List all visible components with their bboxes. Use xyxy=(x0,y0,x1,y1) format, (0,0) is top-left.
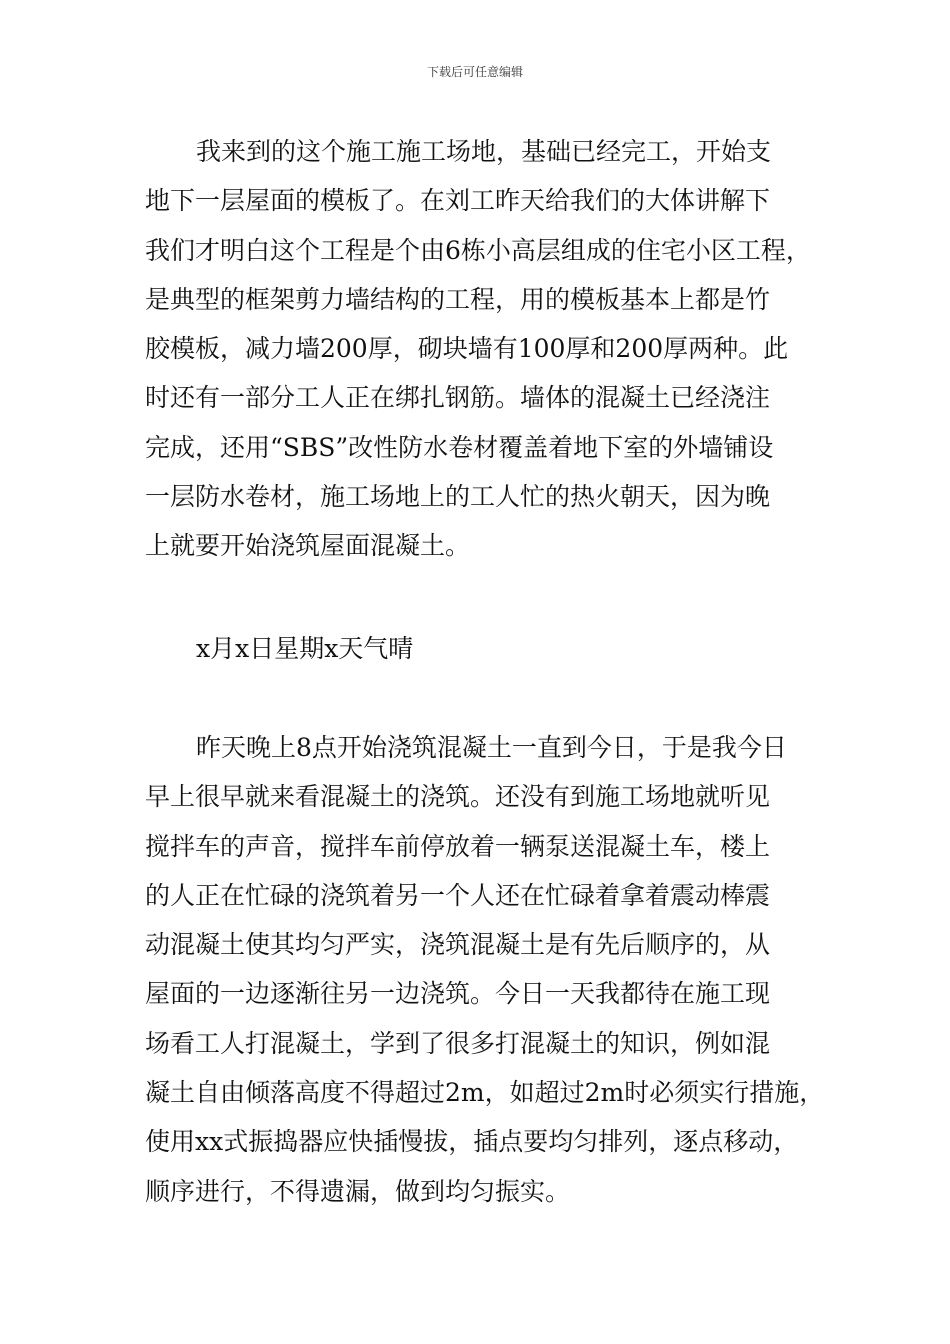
paragraph-line: 地下一层屋面的模板了。在刘工昨天给我们的大体讲解下 xyxy=(145,186,771,216)
paragraph-line: 动混凝土使其均匀严实，浇筑混凝土是有先后顺序的，从 xyxy=(145,930,771,960)
paragraph-line: 上就要开始浇筑屋面混凝土。 xyxy=(145,531,471,561)
paragraph-line: 搅拌车的声音，搅拌车前停放着一辆泵送混凝土车，楼上 xyxy=(145,831,771,861)
paragraph-line: 屋面的一边逐渐往另一边浇筑。今日一天我都待在施工现 xyxy=(145,979,771,1009)
paragraph-line: 早上很早就来看混凝土的浇筑。还没有到施工场地就听见 xyxy=(145,782,771,812)
paragraph-2 xyxy=(145,723,835,1216)
paragraph-line: 使用xx式振捣器应快插慢拔，插点要均匀排列，逐点移动， xyxy=(145,1127,799,1157)
paragraph-line: 我们才明白这个工程是个由6栋小高层组成的住宅小区工程， xyxy=(145,235,811,265)
paragraph-line: 我来到的这个施工施工场地，基础已经完工，开始支 xyxy=(196,137,772,166)
paragraph-line: 是典型的框架剪力墙结构的工程，用的模板基本上都是竹 xyxy=(145,284,771,314)
page-header: 下载后可任意编辑 xyxy=(426,65,523,79)
paragraph-line: 凝土自由倾落高度不得超过2m，如超过2m时必须实行措施， xyxy=(145,1078,825,1108)
paragraph-line: 胶模板，减力墙200厚，砌块墙有100厚和200厚两种。此 xyxy=(145,334,789,364)
paragraph-line: 完成，还用“SBS”改性防水卷材覆盖着地下室的外墙铺设 xyxy=(145,432,774,462)
paragraph-line: 一层防水卷材，施工场地上的工人忙的热火朝天，因为晚 xyxy=(145,482,771,512)
paragraph-line: 时还有一部分工人正在绑扎钢筋。墙体的混凝土已经浇注 xyxy=(145,383,771,413)
paragraph-line: 顺序进行，不得遗漏，做到均匀振实。 xyxy=(145,1176,571,1206)
paragraph-line: 场看工人打混凝土，学到了很多打混凝土的知识，例如混 xyxy=(145,1028,771,1058)
paragraph-line: 昨天晚上8点开始浇筑混凝土一直到今日，于是我今日 xyxy=(196,733,787,762)
paragraph-1 xyxy=(145,127,835,571)
date-weather-heading: x月x日星期x天气晴 xyxy=(196,634,414,663)
paragraph-line: 的人正在忙碌的浇筑着另一个人还在忙碌着拿着震动棒震 xyxy=(145,880,771,910)
